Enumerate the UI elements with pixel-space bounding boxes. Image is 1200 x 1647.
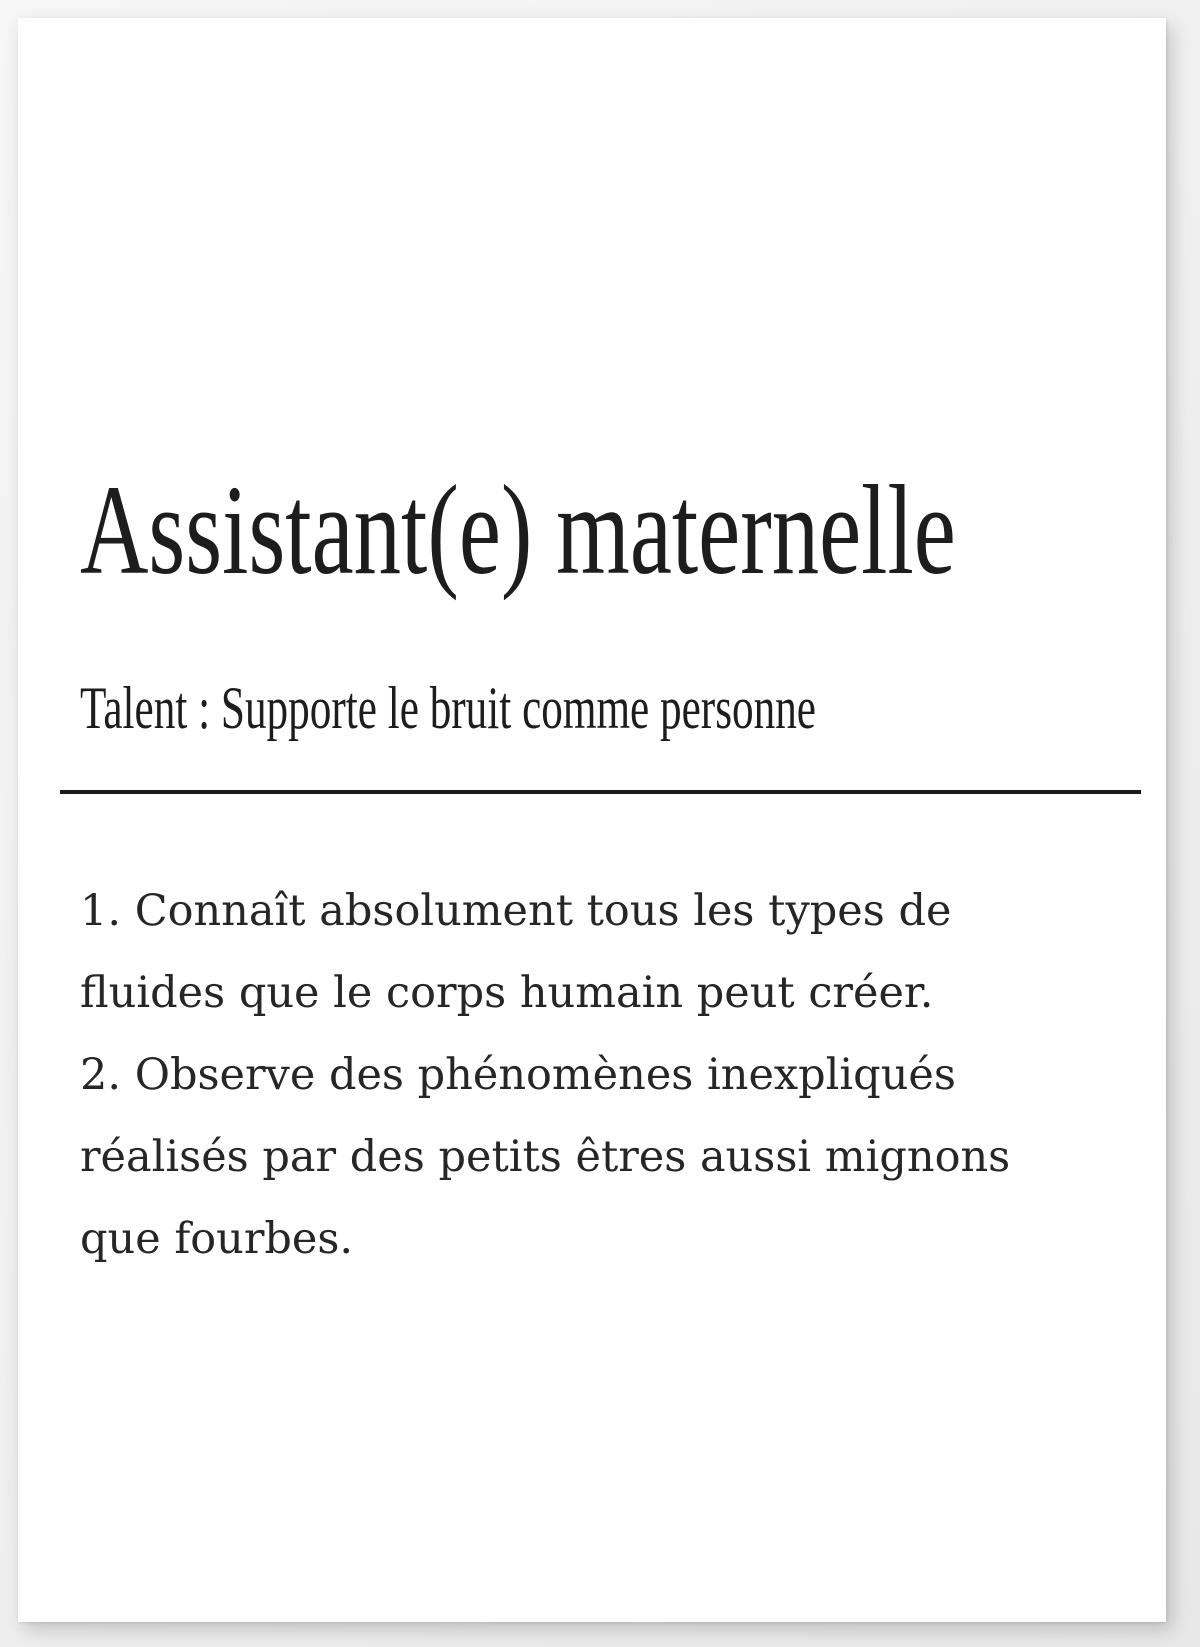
definition-list	[80, 870, 1140, 1280]
definition-line: 1. Connaît absolument tous les types de	[80, 886, 952, 936]
definition-line: que fourbes.	[80, 1214, 354, 1264]
definition-line: 2. Observe des phénomènes inexpliqués	[80, 1050, 956, 1100]
poster	[18, 18, 1166, 1622]
definition-line: réalisés par des petits êtres aussi mignons	[80, 1132, 1011, 1182]
divider-line	[60, 790, 1141, 794]
poster-title: Assistant(e) maternelle	[80, 459, 956, 601]
poster-subtitle: Talent : Supporte le bruit comme personne	[80, 675, 816, 741]
definition-line: fluides que le corps humain peut créer.	[80, 968, 934, 1018]
